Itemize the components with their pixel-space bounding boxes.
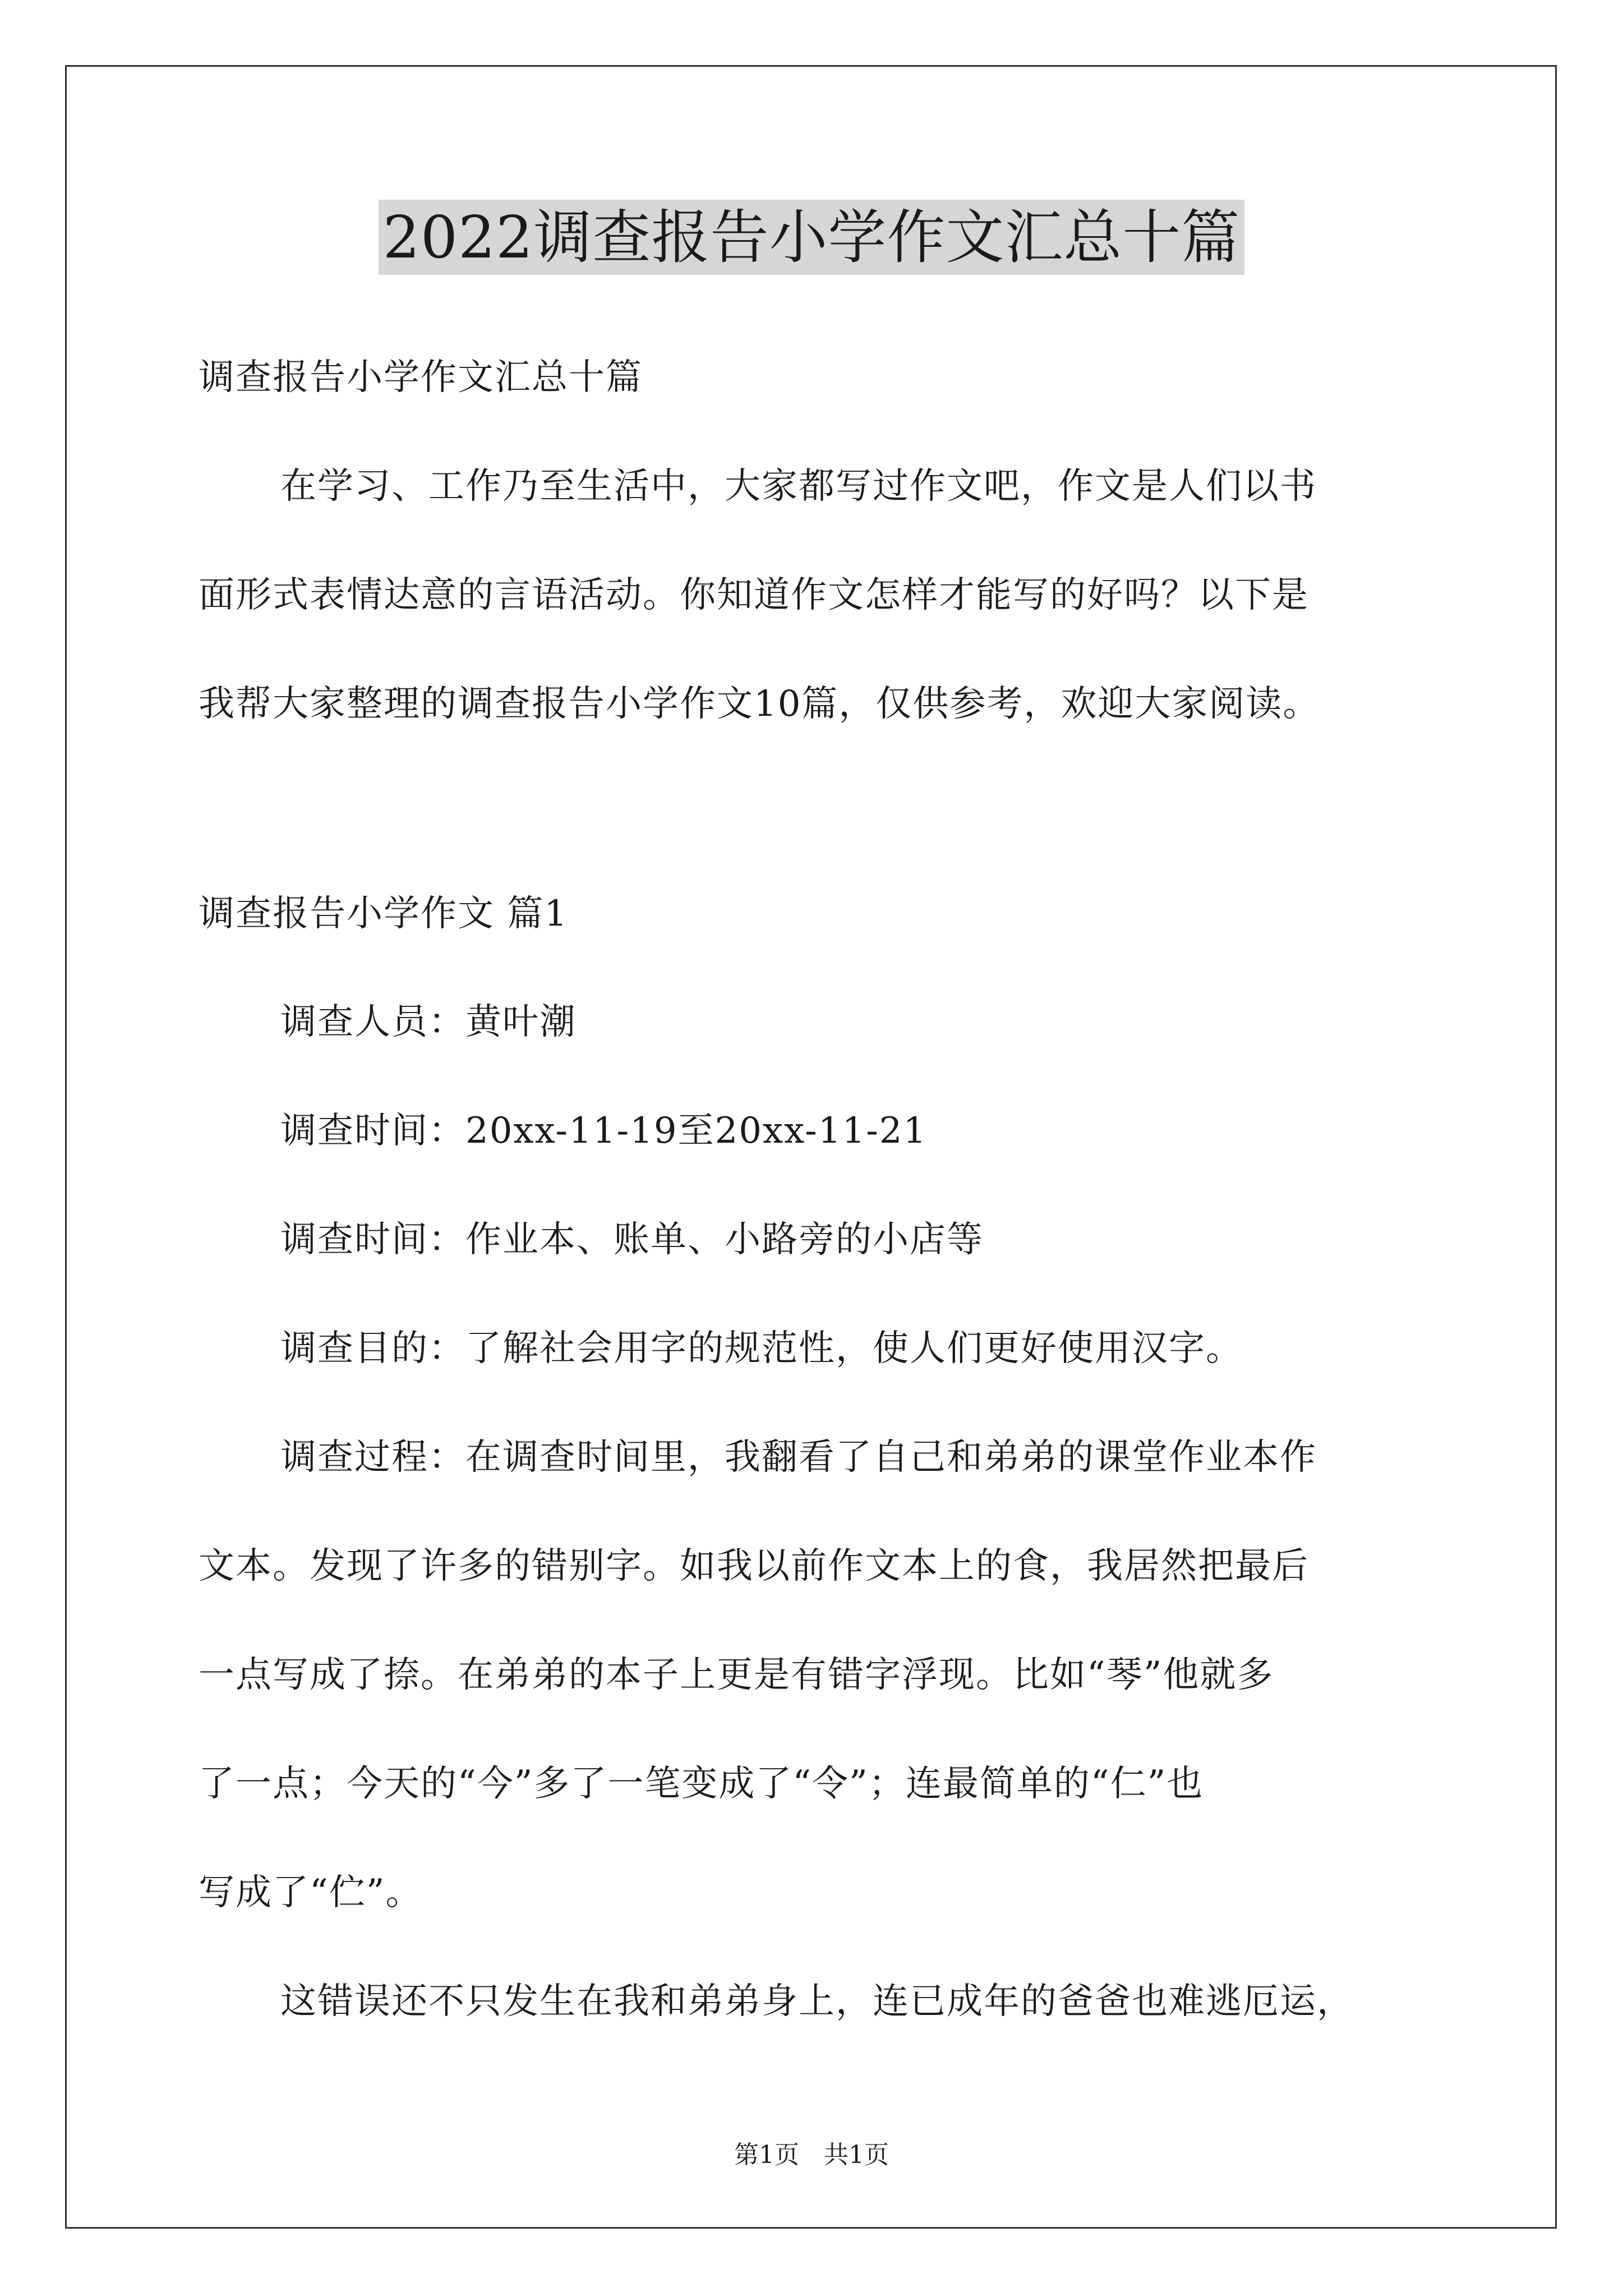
page-footer: 第1页 共1页 bbox=[734, 2141, 889, 2169]
field-time: 调查时间：20xx-11-19至20xx-11-21 bbox=[280, 1110, 928, 1152]
process-line: 了一点；今天的“今”多了一笔变成了“令”；连最简单的“仁”也 bbox=[199, 1763, 1204, 1805]
intro-line: 我帮大家整理的调查报告小学作文10篇，仅供参考，欢迎大家阅读。 bbox=[199, 683, 1320, 725]
process-line: 一点写成了捺。在弟弟的本子上更是有错字浮现。比如“琴”他就多 bbox=[199, 1654, 1274, 1696]
title-container bbox=[0, 200, 1623, 278]
intro-line: 面形式表情达意的言语活动。你知道作文怎样才能写的好吗？以下是 bbox=[199, 574, 1309, 616]
process-line: 写成了“伫”。 bbox=[199, 1872, 423, 1913]
process-line: 文本。发现了许多的错别字。如我以前作文本上的食，我居然把最后 bbox=[199, 1545, 1309, 1587]
field-location: 调查时间：作业本、账单、小路旁的小店等 bbox=[280, 1219, 984, 1260]
field-investigator: 调查人员：黄叶潮 bbox=[280, 1001, 577, 1043]
field-purpose: 调查目的：了解社会用字的规范性，使人们更好使用汉字。 bbox=[280, 1328, 1243, 1369]
process-line: 调查过程：在调查时间里，我翻看了自己和弟弟的课堂作业本作 bbox=[280, 1437, 1317, 1478]
intro-line: 在学习、工作乃至生活中，大家都写过作文吧，作文是人们以书 bbox=[280, 466, 1317, 507]
body-line: 这错误还不只发生在我和弟弟身上，连已成年的爸爸也难逃厄运， bbox=[280, 1981, 1354, 2022]
section-heading: 调查报告小学作文 篇1 bbox=[199, 893, 569, 935]
document-subtitle: 调查报告小学作文汇总十篇 bbox=[199, 357, 643, 398]
document-title: 2022调查报告小学作文汇总十篇 bbox=[379, 200, 1245, 275]
